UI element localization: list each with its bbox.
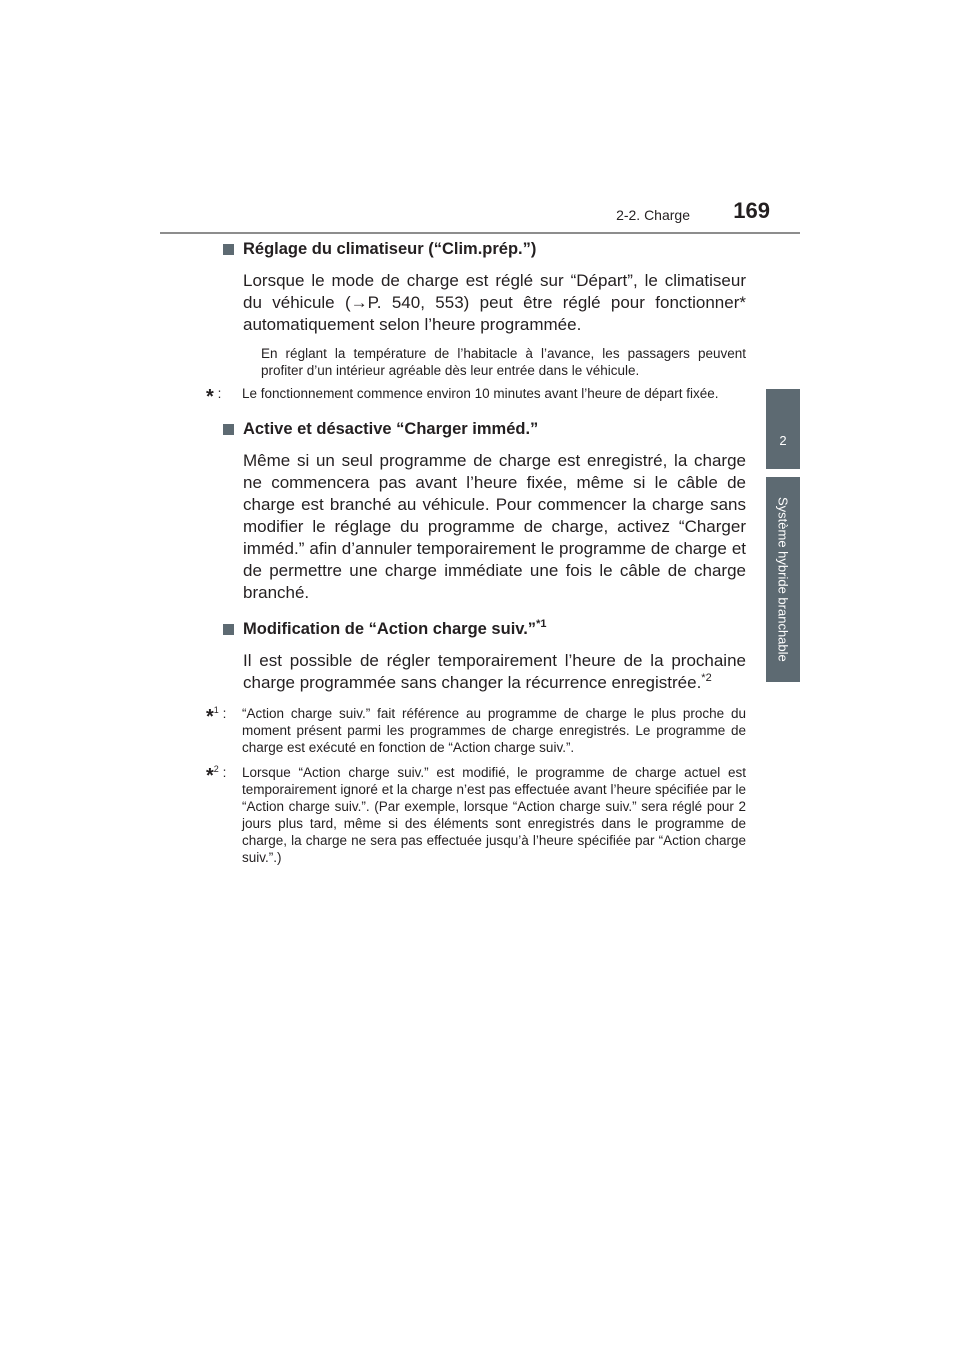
footnote-mark	[206, 385, 236, 406]
section-note: En réglant la température de l’habitacle à l’avance, les passagers peuvent profiter d’un intérieur agréable dès leur entrée dans le véhicule.	[261, 346, 746, 378]
header-section-title: 2-2. Charge	[616, 207, 690, 223]
footnote-separator: :	[222, 706, 227, 721]
header-divider	[160, 232, 800, 234]
footnote	[206, 764, 746, 866]
footnote-star-icon: *	[206, 386, 214, 408]
section-square-icon	[223, 244, 234, 255]
section-heading-text: Active et désactive “Charger imméd.”	[243, 420, 539, 438]
footnote-number: 2	[213, 764, 219, 774]
section-square-icon	[223, 624, 234, 635]
footnote-text: “Action charge suiv.” fait référence au programme de charge le plus proche du moment présent parmi les programmes de charge enregistrés. Le programme de charge est exécuté en fonction de “Action charge suiv.”.	[242, 706, 746, 755]
section-body-text: Il est possible de régler temporairement l’heure de la prochaine charge programmée sans changer la récurrence enregistrée.	[243, 651, 746, 692]
footnote-separator: :	[217, 386, 222, 401]
footnote-number: 1	[213, 705, 219, 715]
section-action-charge-suiv	[206, 617, 746, 866]
section-body	[206, 650, 746, 694]
body-superscript: *2	[701, 672, 712, 684]
section-heading	[206, 617, 746, 641]
section-body: Lorsque le mode de charge est réglé sur “Départ”, le climatiseur du véhicule (→P. 540, 553) peut être réglé pour fonctionner* automatiquement selon l’heure programmée.	[243, 271, 746, 334]
section-square-icon	[223, 424, 234, 435]
chapter-tab-number: 2	[779, 433, 787, 448]
section-heading-text: Modification de “Action charge suiv.”	[243, 620, 537, 638]
section-heading	[206, 237, 746, 261]
footnote	[206, 385, 746, 408]
chapter-tab-label: Système hybride branchable	[775, 497, 791, 662]
footnote-separator: :	[222, 765, 227, 780]
footnote-mark	[206, 705, 236, 726]
footnote-star-icon: *	[206, 706, 214, 728]
page-content	[206, 237, 746, 866]
chapter-tab-number-box	[766, 389, 800, 469]
section-charger-immed	[206, 417, 746, 604]
footnote	[206, 705, 746, 756]
footnote-text: Lorsque “Action charge suiv.” est modifié, le programme de charge actuel est temporairement ignoré et la charge n’est pas effectuée avant l’heure spécifiée par le “Action charge suiv.”. (Par exemple, lorsque “Action charge suiv.” sera réglé pour 2 jours plus tard, même si des éléments sont enregistrés dans le programme de charge, la charge ne sera pas effectuée jusqu’à l’heure spécifiée par “Action charge suiv.”.)	[242, 765, 746, 865]
section-heading-text: Réglage du climatiseur (“Clim.prép.”)	[243, 240, 537, 258]
section-clim-prep	[206, 237, 746, 408]
heading-superscript: *1	[536, 618, 547, 630]
section-body: Même si un seul programme de charge est enregistré, la charge ne commencera pas avant l’heure fixée, même si le câble de charge est branché au véhicule. Pour commencer la charge sans modifier le réglage du programme de charge, activez “Charger imméd.” afin d’annuler temporairement le programme de charge et de permettre une charge immédiate une fois le câble de charge branché.	[243, 451, 746, 602]
section-heading	[206, 417, 746, 441]
footnote-star-icon: *	[206, 765, 214, 787]
footnote-text: Le fonctionnement commence environ 10 minutes avant l’heure de départ fixée.	[242, 386, 719, 401]
page-number: 169	[733, 198, 770, 223]
footnote-mark	[206, 764, 236, 785]
